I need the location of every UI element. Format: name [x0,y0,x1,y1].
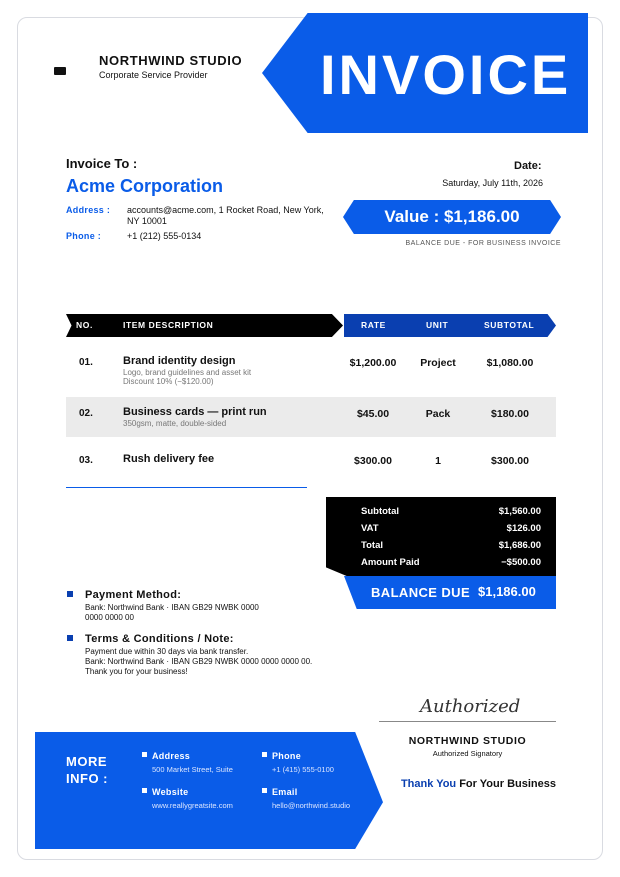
row-1-unit: Project [420,357,456,369]
row-1-subtotal: $1,080.00 [486,357,534,369]
amount-paid-label: Amount Paid [361,557,420,568]
client-phone: +1 (212) 555-0134 [127,231,202,241]
subtotal-label: Subtotal [361,506,399,517]
footer-address: 500 Market Street, Suite [152,765,233,774]
header-description: ITEM DESCRIPTION [123,320,214,330]
thank-you-note [379,778,556,790]
row-3-rate: $300.00 [354,455,392,467]
footer-website-label: Website [152,787,189,797]
footer-address-label: Address [152,751,191,761]
signature-line [379,721,556,722]
square-icon [262,788,267,793]
phone-label: Phone : [66,231,102,241]
header-no: NO. [76,320,93,330]
bullet-icon [67,635,73,641]
total-label: Total [361,540,383,551]
row-1-rate: $1,200.00 [349,357,397,369]
header-rate: RATE [361,320,386,330]
row-3-item: Rush delivery fee [123,453,215,465]
brand-subtitle: Corporate Service Provider [99,70,208,80]
row-2-item: Business cards — print run [123,406,267,418]
brand-name: NORTHWIND STUDIO [99,53,243,68]
vat-label: VAT [361,523,379,534]
value-amount: Value : $1,186.00 [384,207,520,226]
row-2-no: 02. [79,408,93,419]
footer-phone[interactable]: +1 (415) 555-0100 [272,765,334,774]
invoice-date: Saturday, July 11th, 2026 [442,178,543,188]
invoice-title: INVOICE [320,43,572,106]
total-value: $1,686.00 [498,540,541,551]
logo-mark-icon [54,67,66,75]
row-3-unit: 1 [435,455,441,467]
more-info-line-1: MORE [66,754,107,769]
terms-line-2: Bank: Northwind Bank · IBAN GB29 NWBK 0000 0000 0000 00. [85,657,313,666]
header-unit: UNIT [426,320,449,330]
row-2-subtotal: $180.00 [491,408,529,420]
amount-paid-value: −$500.00 [501,557,541,568]
date-label: Date: [514,160,542,172]
footer-phone-label: Phone [272,751,302,761]
address-label: Address : [66,205,111,215]
client-name: Acme Corporation [66,176,224,196]
signatory-name: NORTHWIND STUDIO [408,735,527,747]
square-icon [142,788,147,793]
payment-line-2: 0000 0000 00 [85,613,134,622]
square-icon [262,752,267,757]
row-2-detail: 350gsm, matte, double-sided [123,419,227,428]
footer-email-link[interactable]: hello@northwind.studio [272,801,351,810]
signatory-role: Authorized Signatory [432,749,503,758]
bullet-icon [67,591,73,597]
row-2-rate: $45.00 [356,408,390,420]
divider-line [66,487,307,488]
row-3-no: 03. [79,455,93,466]
footer-panel [35,732,383,849]
row-1-discount: Discount 10% (−$120.00) [123,377,214,386]
payment-method-heading: Payment Method: [85,589,182,601]
invoice-to-label: Invoice To : [66,156,138,171]
balance-note: BALANCE DUE - FOR BUSINESS INVOICE [405,240,561,247]
client-address: accounts@acme.com, 1 Rocket Road, New York, NY 10001 [127,205,324,226]
row-3-subtotal: $300.00 [491,455,529,467]
header-subtotal: SUBTOTAL [484,320,535,330]
thank-you-highlight: Thank You [400,778,457,790]
row-1-no: 01. [79,357,93,368]
vat-value: $126.00 [506,523,541,534]
more-info-heading [66,753,108,787]
footer-email-label: Email [272,787,298,797]
row-1-detail: Logo, brand guidelines and asset kit [123,368,252,377]
terms-line-1: Payment due within 30 days via bank transfer. [85,647,249,656]
terms-line-3: Thank you for your business! [85,667,188,676]
subtotal-value: $1,560.00 [498,506,541,517]
terms-heading: Terms & Conditions / Note: [85,633,234,645]
balance-due-label: BALANCE DUE [371,585,471,600]
row-2-unit: Pack [425,408,451,420]
balance-due-value: $1,186.00 [478,584,536,599]
thank-you-rest: For Your Business [456,778,556,790]
footer-website-link[interactable]: www.reallygreatsite.com [152,801,233,810]
square-icon [142,752,147,757]
more-info-line-2: INFO : [66,771,108,786]
payment-line-1: Bank: Northwind Bank · IBAN GB29 NWBK 0000 [85,603,259,612]
row-1-item: Brand identity design [123,355,236,367]
signature-script: Authorized [420,696,521,717]
